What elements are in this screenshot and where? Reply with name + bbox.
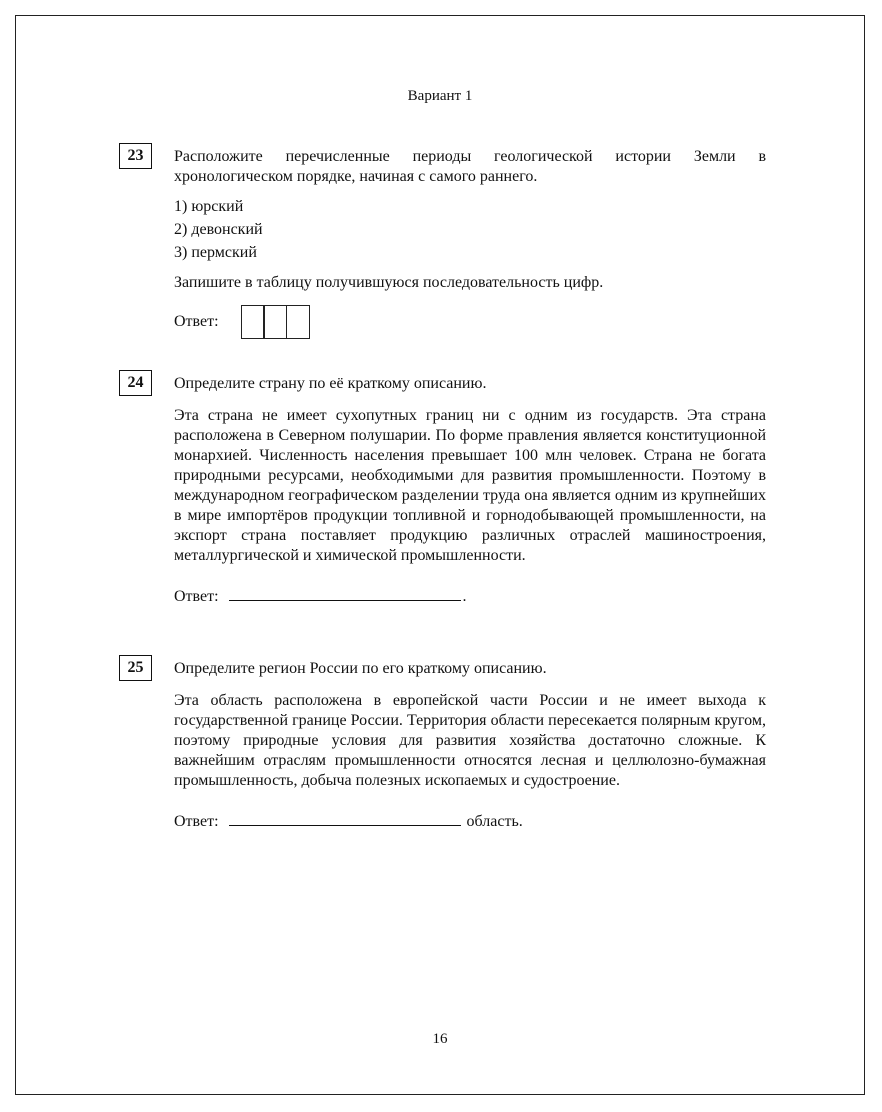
question-23-options: [174, 197, 766, 263]
question-23-prompt: Расположите перечисленные периоды геологической истории Земли в хронологическом порядке, начиная с самого раннего.: [174, 148, 766, 185]
question-23-answer-label: Ответ:: [174, 313, 219, 330]
answer-table: [241, 305, 310, 339]
answer-cell-3[interactable]: [286, 305, 310, 339]
question-25-answer-blank[interactable]: [229, 811, 461, 826]
question-25-prompt: Определите регион России по его краткому описанию.: [174, 660, 547, 677]
question-23-number: 23: [119, 143, 152, 169]
question-23-instruction: Запишите в таблицу получившуюся последовательность цифр.: [174, 274, 604, 291]
question-24-prompt: Определите страну по её краткому описанию.: [174, 375, 487, 392]
question-24-answer-row: [174, 586, 766, 607]
question-25: [174, 659, 766, 832]
answer-cell-1[interactable]: [241, 305, 265, 339]
question-24: [174, 374, 766, 607]
question-24-answer-label: Ответ:: [174, 588, 219, 605]
question-24-number: 24: [119, 370, 152, 396]
answer-cell-2[interactable]: [263, 305, 287, 339]
variant-title: Вариант 1: [407, 88, 473, 104]
question-25-answer-label: Ответ:: [174, 813, 219, 830]
option-1: 1) юрский: [174, 198, 244, 215]
question-25-answer-suffix: область.: [466, 813, 523, 830]
question-24-text: Эта страна не имеет сухопутных границ ни с одним из государств. Эта страна расположена в Северном полушарии. По форме правления является конституционной монархией. Численность населения превышает 100 млн человек. Страна не богата природными ресурсами, необходимыми для развития промышленности. Поэтому в международном географическом разделении труда она является одним из крупнейших в мире импортёров продукции топливной и горнодобывающей промышленности, на экспорт страна поставляет продукцию различных отраслей машиностроения, металлургической и химической промышленности.: [174, 407, 766, 564]
option-2: 2) девонский: [174, 221, 263, 238]
option-3: 3) пермский: [174, 244, 257, 261]
question-24-answer-blank[interactable]: [229, 586, 461, 601]
question-23-answer-row: [174, 305, 766, 339]
question-23: [174, 147, 766, 339]
question-25-text: Эта область расположена в европейской части России и не имеет выхода к государственной границе России. Территория области пересекается полярным кругом, поэтому природные условия для развития хозяйства достаточно сложные. К важнейшим отраслям промышленности относятся лесная и целлюлозно-бумажная промышленность, добыча полезных ископаемых и судостроение.: [174, 692, 766, 789]
question-25-answer-row: [174, 811, 766, 832]
exam-page: [15, 15, 865, 1095]
page-number: 16: [432, 1031, 448, 1047]
question-25-number: 25: [119, 655, 152, 681]
question-24-answer-suffix: .: [462, 588, 467, 605]
